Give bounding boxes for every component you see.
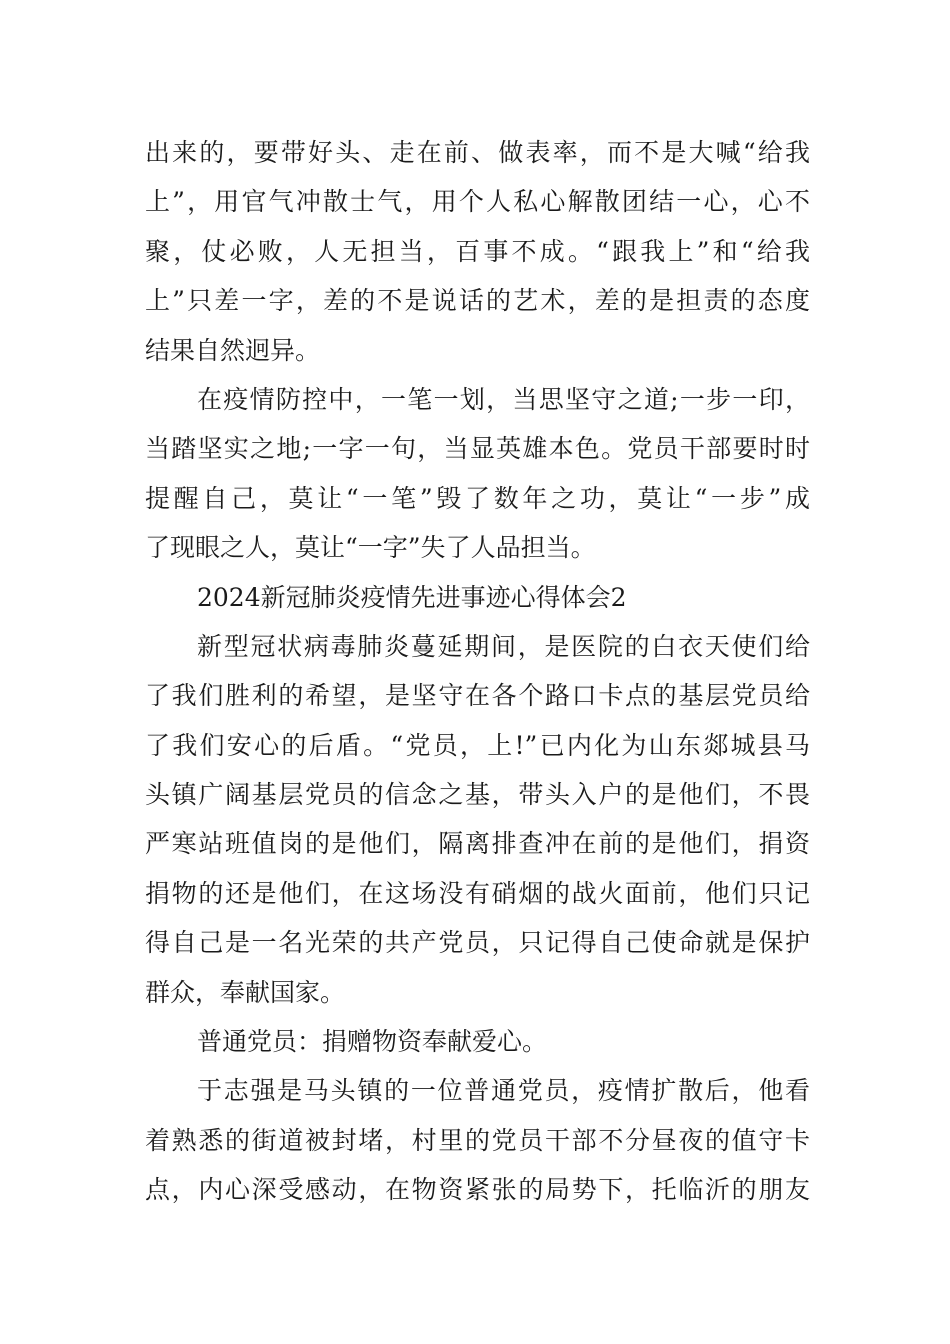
text-line: 上”只差一字，差的不是说话的艺术，差的是担责的态度 bbox=[145, 286, 810, 316]
text-line: 于志强是马头镇的一位普通党员，疫情扩散后，他看 bbox=[197, 1076, 810, 1106]
text-line: 着熟悉的街道被封堵，村里的党员干部不分昼夜的值守卡 bbox=[145, 1125, 810, 1155]
text-line: 普通党员：捐赠物资奉献爱心。 bbox=[197, 1027, 548, 1057]
text-line: 得自己是一名光荣的共产党员，只记得自己使命就是保护 bbox=[145, 928, 810, 958]
text-line: 聚，仗必败，人无担当，百事不成。“跟我上”和“给我 bbox=[145, 236, 810, 266]
text-line: 群众，奉献国家。 bbox=[145, 977, 346, 1007]
text-line: 出来的，要带好头、走在前、做表率，而不是大喊“给我 bbox=[145, 138, 810, 167]
text-line: 点，内心深受感动，在物资紧张的局势下，托临沂的朋友 bbox=[145, 1175, 810, 1205]
body-text bbox=[145, 128, 810, 1215]
text-line: 了我们安心的后盾。“党员，上!”已内化为山东郯城县马 bbox=[145, 730, 810, 760]
text-line: 上”，用官气冲散士气，用个人私心解散团结一心，心不 bbox=[145, 187, 810, 217]
text-line: 2024新冠肺炎疫情先进事迹心得体会2 bbox=[197, 582, 627, 612]
text-line: 结果自然迥异。 bbox=[145, 335, 321, 365]
text-line: 头镇广阔基层党员的信念之基，带头入户的是他们，不畏 bbox=[145, 780, 810, 810]
text-line: 捐物的还是他们，在这场没有硝烟的战火面前，他们只记 bbox=[145, 878, 810, 908]
text-line: 当踏坚实之地;一字一句，当显英雄本色。党员干部要时时 bbox=[145, 434, 810, 464]
text-line: 在疫情防控中，一笔一划，当思坚守之道;一步一印， bbox=[197, 384, 810, 414]
text-line: 严寒站班值岗的是他们，隔离排查冲在前的是他们，捐资 bbox=[145, 829, 810, 859]
text-line: 新型冠状病毒肺炎蔓延期间，是医院的白衣天使们给 bbox=[197, 631, 810, 661]
text-line: 了现眼之人，莫让“一字”失了人品担当。 bbox=[145, 533, 596, 563]
text-line: 了我们胜利的希望，是坚守在各个路口卡点的基层党员给 bbox=[145, 681, 810, 711]
text-line: 提醒自己，莫让“一笔”毁了数年之功，莫让“一步”成 bbox=[145, 483, 810, 513]
